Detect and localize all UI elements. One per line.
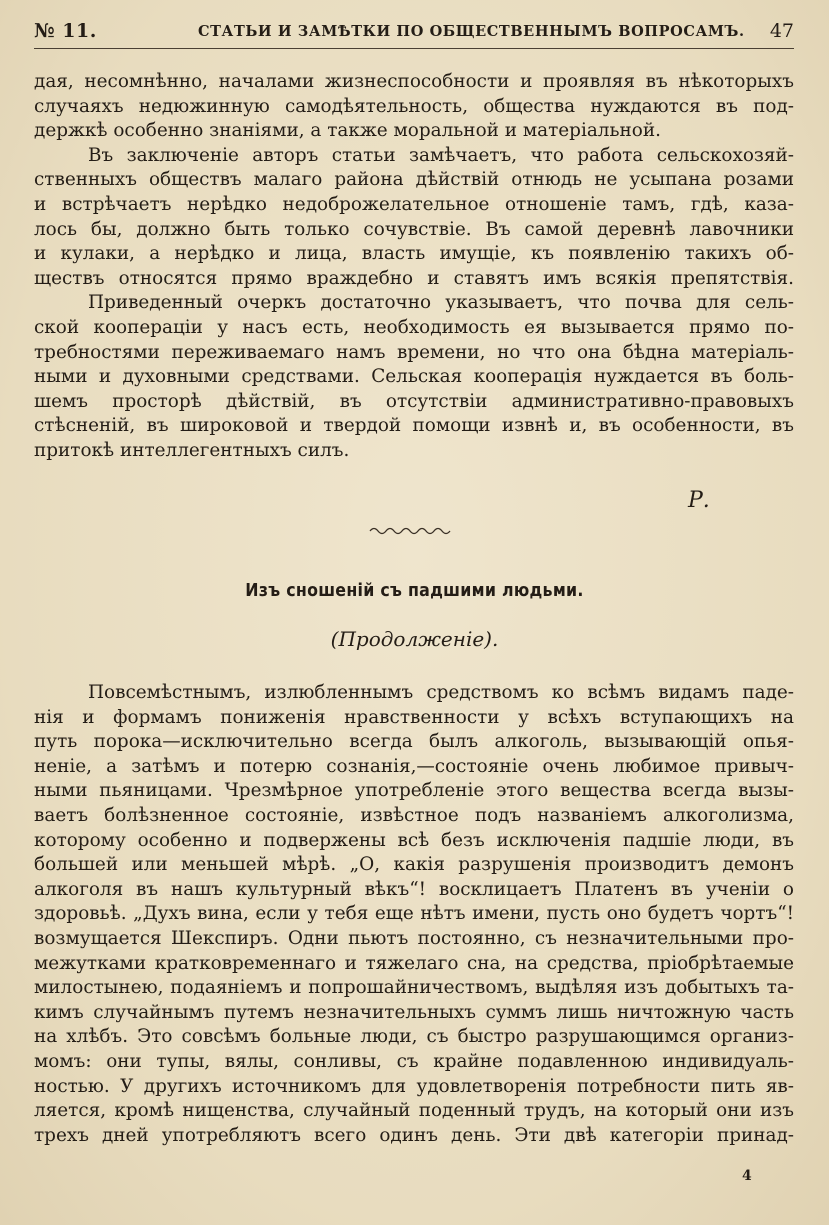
text-line: возмущается Шекспиръ. Одни пьютъ постоянно, съ незначительными про- <box>34 927 794 949</box>
text-line: момъ: они тупы, вялы, сонливы, съ крайне подавленною индивидуаль- <box>34 1050 794 1072</box>
wavy-divider-ornament <box>368 524 454 538</box>
text-line: ностью. У другихъ источникомъ для удовлетворенія потребности пить яв- <box>34 1075 794 1097</box>
author-signature: Р. <box>688 488 710 513</box>
section-title: СТАТЬИ И ЗАМѢТКИ ПО ОБЩЕСТВЕННЫМЪ ВОПРОСАМЪ. <box>198 23 745 40</box>
text-line: стѣсненій, въ широковой и твердой помощи извнѣ и, въ особенности, въ <box>34 415 794 437</box>
section1-body <box>34 70 794 464</box>
text-line: ственныхъ обществъ малаго района дѣйствій отнюдь не усыпана розами <box>34 169 794 191</box>
text-line: межутками кратковременнаго и тяжелаго сна, на средства, пріобрѣтаемые <box>34 952 794 974</box>
text-line: большей или меньшей мѣрѣ. „О, какія разрушенія производитъ демонъ <box>34 854 794 876</box>
text-line: лось бы, должно быть только сочувствіе. Въ самой деревнѣ лавочники <box>34 218 794 240</box>
text-line: ской коопераціи у насъ есть, необходимость ея вызывается прямо по- <box>34 316 794 338</box>
issue-number: № 11. <box>34 20 97 42</box>
running-header <box>34 20 794 46</box>
text-line: Приведенный очеркъ достаточно указываетъ, что почва для сель- <box>88 292 794 314</box>
text-line: кимъ случайнымъ путемъ незначительныхъ суммъ лишь ничтожную часть <box>34 1001 794 1023</box>
text-line: на хлѣбъ. Это совсѣмъ больные люди, съ быстро разрушающимся организ- <box>34 1026 794 1048</box>
text-line: ляется, кромѣ нищенства, случайный поденный трудъ, на который они изъ <box>34 1100 794 1122</box>
text-line: шемъ просторѣ дѣйствій, въ отсутствіи административно-правовыхъ <box>34 390 794 412</box>
text-line: держкѣ особенно знаніями, а также моральной и матеріальной. <box>34 120 661 142</box>
text-line: которому особенно и подвержены всѣ безъ исключенія падшіе люди, въ <box>34 829 794 851</box>
text-line: притокѣ интеллегентныхъ силъ. <box>34 439 350 461</box>
article-subtitle: (Продолженіе). <box>330 627 499 651</box>
text-line: случаяхъ недюжинную самодѣятельность, общества нуждаются въ под- <box>34 95 794 117</box>
text-line: ществъ относятся прямо враждебно и ставятъ имъ всякія препятствія. <box>34 267 794 289</box>
text-line: милостынею, подаяніемъ и попрошайничествомъ, выдѣляя изъ добытыхъ та- <box>34 977 794 999</box>
text-line: трехъ дней употребляютъ всего одинъ день. Эти двѣ категоріи принад- <box>34 1124 794 1146</box>
text-line: требностями переживаемаго намъ времени, но что она бѣдна матеріаль- <box>34 341 794 363</box>
text-line: и кулаки, а нерѣдко и лица, власть имущіе, къ появленію такихъ об- <box>34 243 794 265</box>
text-line: дая, несомнѣнно, началами жизнеспособности и проявляя въ нѣкоторыхъ <box>34 71 794 92</box>
article-title: Изъ сношеній съ падшими людьми. <box>245 580 584 601</box>
text-line: путь порока—исключительно всегда былъ алкоголь, вызывающій опья- <box>34 731 794 753</box>
text-line: Повсемѣстнымъ, излюбленнымъ средствомъ ко всѣмъ видамъ паде- <box>88 682 794 703</box>
article-body <box>34 681 794 1148</box>
text-line: здоровьѣ. „Духъ вина, если у тебя еще нѣтъ имени, пусть оно будетъ чортъ“! <box>34 903 794 925</box>
signature-mark: 4 <box>742 1168 752 1184</box>
text-line: ными и духовными средствами. Сельская кооперація нуждается въ боль- <box>34 366 794 388</box>
text-line: ными пьяницами. Чрезмѣрное употребленіе этого вещества всегда вызы- <box>34 780 794 802</box>
text-line: и встрѣчаетъ нерѣдко недоброжелательное отношеніе тамъ, гдѣ, каза- <box>34 193 794 215</box>
header-rule <box>34 48 794 49</box>
text-line: нія и формамъ пониженія нравственности у всѣхъ вступающихъ на <box>34 706 794 728</box>
text-line: Въ заключеніе авторъ статьи замѣчаетъ, что работа сельскохозяй- <box>88 144 794 166</box>
text-line: ваетъ болѣзненное состояніе, извѣстное подъ названіемъ алкоголизма, <box>34 804 794 826</box>
text-line: неніе, а затѣмъ и потерю сознанія,—состояніе очень любимое привыч- <box>34 755 794 777</box>
text-line: алкоголя въ нашъ культурный вѣкъ“! восклицаетъ Платенъ въ ученіи о <box>34 878 794 900</box>
page-number: 47 <box>769 20 794 42</box>
